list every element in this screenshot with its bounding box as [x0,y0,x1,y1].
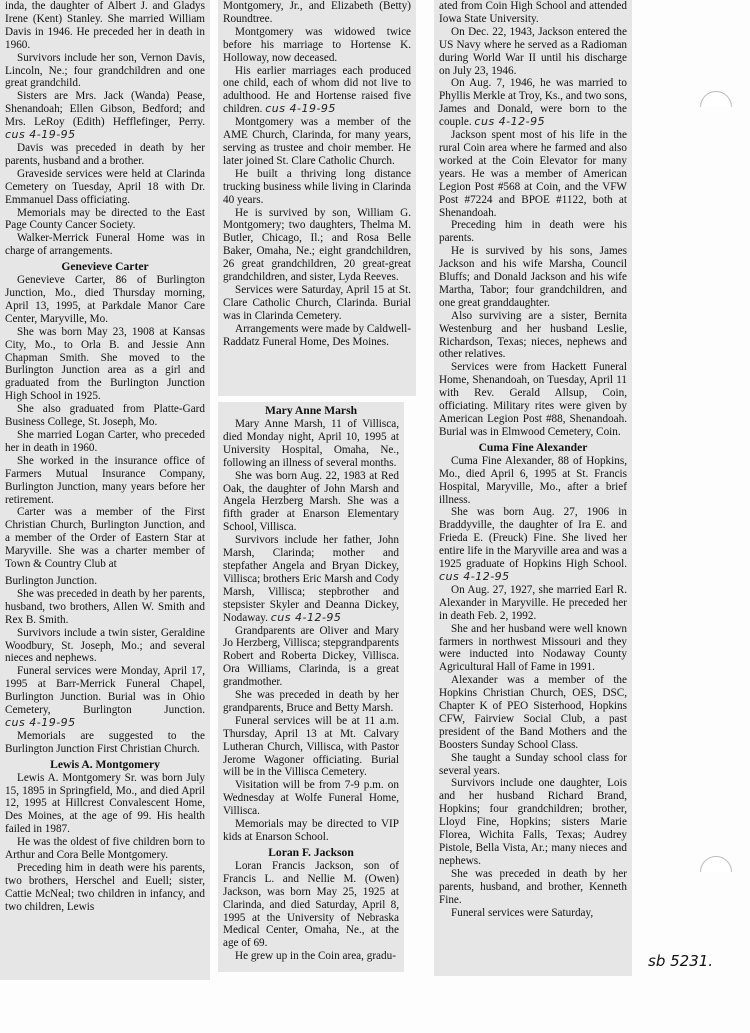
obituary-paragraph: Visitation will be from 7-9 p.m. on Wednesday at Wolfe Funeral Home, Villisca. [223,779,399,818]
obituary-paragraph: Montgomery was widowed twice before his marriage to Hortense K. Holloway, now deceased. [223,25,411,64]
obituary-heading: Loran F. Jackson [268,845,354,859]
obituary-paragraph: She and her husband were well known farmers in northwest Missouri and they were inducted into Nodaway County Agricultural Hall of Fame in 1991. [439,622,627,674]
obituary-paragraph: Survivors include her son, Vernon Davis, Lincoln, Ne.; four grandchildren and one great grandchild. [5,51,205,90]
obituary-paragraph: He grew up in the Coin area, gradu- [235,950,396,963]
obituary-paragraph: He built a thriving long distance trucking business while living in Clarinda 40 years. [223,167,411,206]
obituary-paragraph: inda, the daughter of Albert J. and Gladys Irene (Kent) Stanley. She married William Davis in 1946. He preceded her in death in 1960. [5,0,205,51]
obituary-column-3 [434,0,632,976]
handwritten-reference-number: sb 5231. [648,952,714,970]
obituary-paragraph: He is survived by son, William G. Montgomery; two daughters, Thelma M. Butler, Chicago, Il.; and Rosa Belle Baker, Omaha, Ne.; eight grandchildren, 26 great grandchildren, 20 great-great grandchildren, and sister, Lyda Reeves. [223,206,411,284]
obituary-paragraph: Davis was preceded in death by her parents, husband and a brother. [5,141,205,167]
obituary-paragraph: She worked in the insurance office of Farmers Mutual Insurance Company, Burlington Junction, many years before her retirement. [5,454,205,506]
obituary-paragraph: On Aug. 7, 1946, he was married to Phyllis Merkle at Troy, Ks., and two sons, James and Donald, were born to the couple. cus 4-12-95 [439,77,627,129]
obituary-paragraph: Lewis A. Montgomery Sr. was born July 15, 1895 in Springfield, Mo., and died April 12, 1995 at Hillcrest Convalescent Home, Des Moines, at the age of 99. His health failed in 1987. [5,771,205,836]
obituary-paragraph: She was born Aug. 22, 1983 at Red Oak, the daughter of John Marsh and Angela Herzberg Marsh. She was a fifth grader at Enarson Elementary School, Villisca. [223,469,399,534]
obituary-paragraph: His earlier marriages each produced one child, each of whom did not live to adulthood. He and Hortense raised five children. cus 4-19-95 [223,64,411,116]
obituary-paragraph: She taught a Sunday school class for several years. [439,751,627,777]
handwritten-date-note: cus 4-19-95 [5,715,76,729]
handwritten-date-note: cus 4-12-95 [474,115,546,129]
obituary-column-2-top [218,0,416,396]
obituary-paragraph: Memorials are suggested to the Burlington Junction First Christian Church. [5,729,205,755]
obituary-paragraph: He was the oldest of five children born to Arthur and Cora Belle Montgomery. [5,836,205,862]
obituary-paragraph: He is survived by his sons, James Jackson and his wife Marsha, Council Bluffs; and Donald Jackson and his wife Martha, Tabor; four grandchildren, and one great granddaughter. [439,245,627,309]
obituary-paragraph: Memorials may be directed to VIP kids at Enarson School. [223,818,399,843]
obituary-paragraph: Services were from Hackett Funeral Home, Shenandoah, on Tuesday, April 11 with Rev. Gerald Allsup, Coin, officiating. Military rites were given by American Legion Post #88, Shenandoah. Burial was in Elmwood Cemetery, Coin. [439,361,627,438]
obituary-heading: Cuma Fine Alexander [478,440,588,454]
obituary-column-1 [0,0,210,980]
obituary-paragraph: Loran Francis Jackson, son of Francis L. and Nellie M. (Owen) Jackson, was born May 25, 1925 at Clarinda, and died Saturday, April 8, 1995 at the University of Nebraska Medical Center, Omaha, Ne., at the age of 69. [223,859,399,950]
handwritten-date-note: cus 4-12-95 [439,569,510,583]
handwritten-date-note: cus 4-19-95 [5,128,76,142]
handwritten-date-note: cus 4-12-95 [270,610,342,624]
obituary-paragraph: Survivors include her father, John Marsh, Clarinda; mother and stepfather Angela and Bryan Dickey, Villisca; brothers Eric Marsh and Cody Marsh, Villisca; stepbrother and stepsister Skyler and Deanna Dickey, Nodaway. cus 4-12-95 [223,534,399,624]
obituary-paragraph: Grandparents are Oliver and Mary Jo Herzberg, Villisca; stepgrandparents Robert and Roberta Dickey, Villisca. Ora Williams, Clarinda, is a great grandmother. [223,624,399,689]
obituary-paragraph: Genevieve Carter, 86 of Burlington Junction, Mo., died Thursday morning, April 13, 1995, at Parkdale Manor Care Center, Maryville, Mo. [5,274,205,325]
obituary-paragraph: Survivors include a twin sister, Geraldine Woodbury, St. Joseph, Mo.; and several nieces and nephews. [5,626,205,665]
obituary-paragraph: Preceding him in death were his parents. [439,219,627,245]
obituary-paragraph: Burlington Junction. [5,574,97,587]
obituary-paragraph: She was born Aug. 27, 1906 in Braddyville, the daughter of Ira E. and Frieda E. (Freuck) Fine. She lived her entire life in the Maryville area and was a 1925 graduate of Hopkins High School. cus 4-12-95 [439,506,627,583]
obituary-paragraph: Arrangements were made by Caldwell-Raddatz Funeral Home, Des Moines. [223,322,411,348]
handwritten-date-note: cus 4-19-95 [265,102,336,116]
obituary-paragraph: On Dec. 22, 1943, Jackson entered the US Navy where he served as a Radioman during World War II until his discharge on July 23, 1946. [439,25,627,77]
obituary-heading: Mary Anne Marsh [264,404,358,417]
obituary-paragraph: Funeral services were Saturday, [451,906,594,919]
obituary-paragraph: Services were Saturday, April 15 at St. Clare Catholic Church, Clarinda. Burial was in Clarinda Cemetery. [223,283,411,322]
obituary-paragraph: Memorials may be directed to the East Page County Cancer Society. [5,206,205,232]
obituary-paragraph: She also graduated from Platte-Gard Business College, St. Joseph, Mo. [5,403,205,429]
obituary-paragraph: Alexander was a member of the Hopkins Christian Church, OES, DSC, Chapter K of PEO Sisterhood, Hopkins CFW, Fairview Social Club, a past president of the Band Mothers and the Boosters Sunday School Class. [439,674,627,751]
obituary-paragraph: ated from Coin High School and attended Iowa State University. [439,0,627,25]
obituary-paragraph: Carter was a member of the First Christian Church, Burlington Junction, and a member of the Order of Eastern Star at Maryville. She was a charter member of Town & Country Club at [5,506,205,571]
obituary-paragraph: Preceding him in death were his parents, two brothers, Herschel and Euell; sister, Cattie McNeal; two children in infancy, and two children, Lewis [5,862,205,913]
obituary-paragraph: Walker-Merrick Funeral Home was in charge of arrangements. [5,232,205,258]
obituary-heading: Lewis A. Montgomery [50,757,160,771]
obituary-paragraph: She was born May 23, 1908 at Kansas City, Mo., to Orla B. and Jessie Ann Chapman Smith. She moved to the Burlington Junction area as a girl and graduated from the Burlington Junction High School in 1925. [5,325,205,403]
obituary-paragraph: Montgomery was a member of the AME Church, Clarinda, for many years, serving as trustee and choir member. He later joined St. Clare Catholic Church. [223,116,411,167]
obituary-paragraph: Survivors include one daughter, Lois and her husband Richard Brand, Hopkins; four grandchildren; brother, Lloyd Fine, Hopkins; sisters Marie Florea, Wichita Falls, Texas; Audrey Pistole, Bella Vista, Ar.; many nieces and nephews. [439,777,627,867]
obituary-paragraph: Funeral services were Monday, April 17, 1995 at Barr-Merrick Funeral Chapel, Burlington Junction. Burial was in Ohio Cemetery, Burlington Junction. cus 4-19-95 [5,665,205,729]
obituary-paragraph: Sisters are Mrs. Jack (Wanda) Pease, Shenandoah; Ellen Gibson, Bedford; and Mrs. LeRoy (Edith) Hefflefinger, Perry. cus 4-19-95 [5,90,205,142]
obituary-paragraph: Mary Anne Marsh, 11 of Villisca, died Monday night, April 10, 1995 at University Hospital, Omaha, Ne., following an illness of several months. [223,418,399,469]
obituary-paragraph: She was preceded in death by her parents, husband, two brothers, Allen W. Smith and Rex B. Smith. [5,587,205,626]
obituary-paragraph: Graveside services were held at Clarinda Cemetery on Tuesday, April 18 with Dr. Emmanuel Dass officiating. [5,167,205,206]
punch-hole-icon [700,91,732,123]
punch-hole-icon [700,856,732,888]
obituary-heading: Genevieve Carter [61,260,149,274]
obituary-paragraph: Funeral services will be at 11 a.m. Thursday, April 13 at Mt. Calvary Lutheran Church, Villisca, with Pastor Jerome Wagoner officiating. Burial will be in the Villisca Cemetery. [223,714,399,779]
obituary-paragraph: She was preceded in death by her grandparents, Bruce and Betty Marsh. [223,689,399,714]
obituary-paragraph: On Aug. 27, 1927, she married Earl R. Alexander in Maryville. He preceded her in death Feb. 2, 1992. [439,583,627,622]
obituary-paragraph: Montgomery, Jr., and Elizabeth (Betty) Roundtree. [223,0,411,25]
obituary-paragraph: Also surviving are a sister, Bernita Westenburg and her husband Leslie, Richardson, Texas; nieces, nephews and other relatives. [439,309,627,361]
obituary-paragraph: Cuma Fine Alexander, 88 of Hopkins, Mo., died April 6, 1995 at St. Francis Hospital, Maryville, Mo., after a brief illness. [439,454,627,506]
obituary-paragraph: Jackson spent most of his life in the rural Coin area where he farmed and also worked at the Coin Elevator for many years. He was a member of American Legion Post #568 at Coin, and the VFW Post #7224 and BPOE #1122, both at Shenandoah. [439,129,627,219]
obituary-paragraph: She was preceded in death by her parents, husband, and brother, Kenneth Fine. [439,867,627,906]
obituary-column-2-bottom [218,402,404,972]
obituary-paragraph: She married Logan Carter, who preceded her in death in 1960. [5,429,205,454]
